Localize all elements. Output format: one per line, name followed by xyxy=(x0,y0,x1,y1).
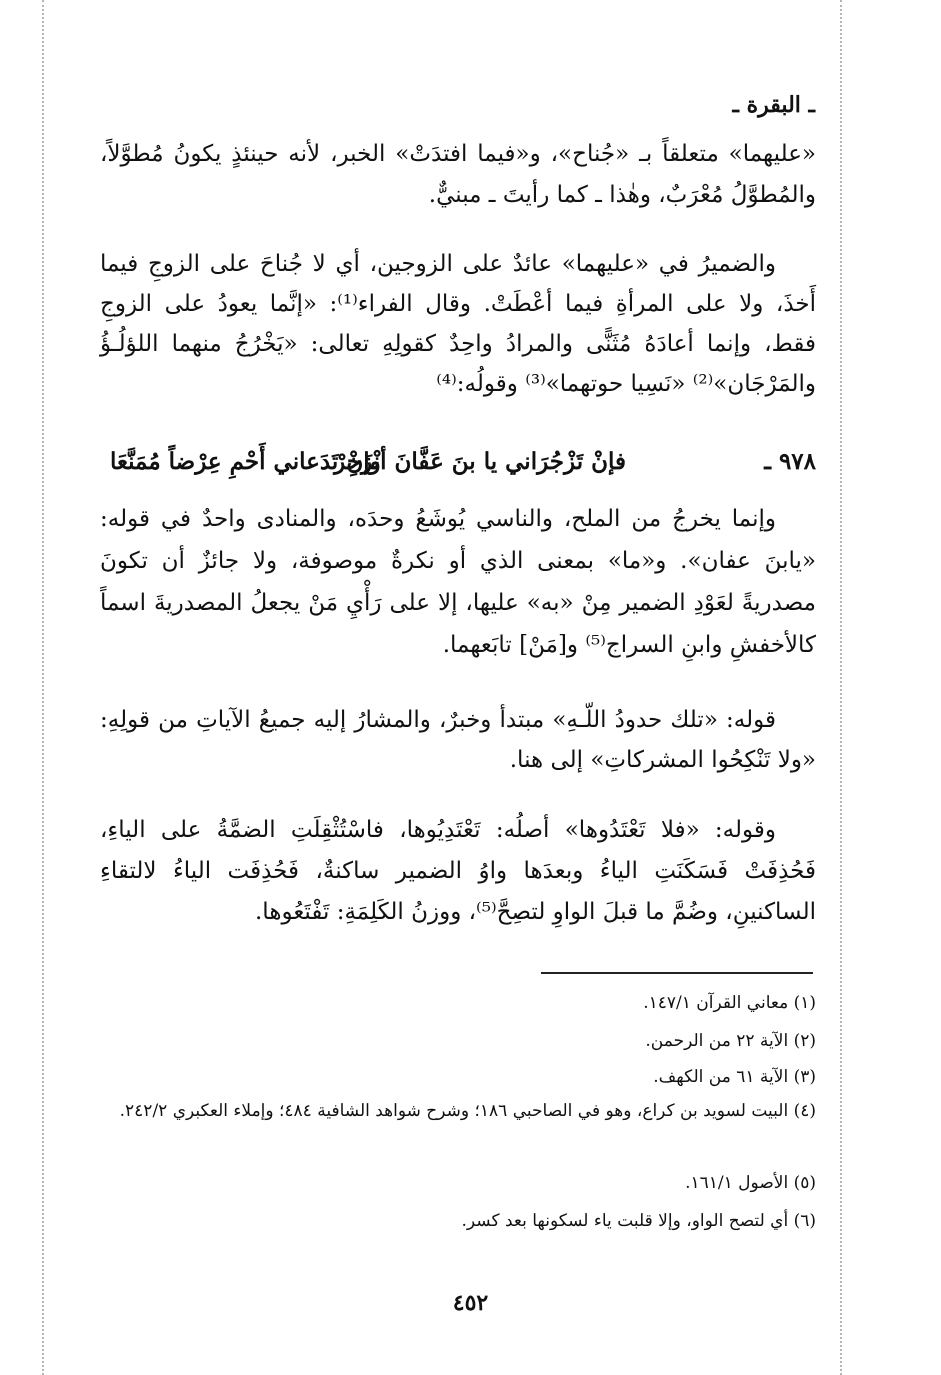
margin-dotted-line-left xyxy=(42,0,44,1375)
verse-first-hemistich: فإنْ تَزْجُرَاني يا بنَ عَفَّانَ أنْزَجِرْ xyxy=(334,448,626,475)
footnote-1: (١) معاني القرآن ١٤٧/١. xyxy=(643,993,816,1013)
footnote-5: (٥) الأصول ١٦١/١. xyxy=(685,1173,816,1193)
poetry-verse xyxy=(100,448,816,488)
paragraph-5: وقوله: «فلا تَعْتَدُوها» أصلُه: تَعْتَدِيُوها، فاسْتُثْقِلَتِ الضمَّةُ على الياءِ، فَحُذِفَتْ فَسَكَنَتِ الياءُ وبعدَها واوُ الضمير ساكنةٌ، فَحُذِفَت الياءُ لالتقاءِ الساكنينِ، وضُمَّ ما قبلَ الواوِ لتصِحَّ⁽⁵⁾، ووزنُ الكَلِمَةِ: تَفْتَعُوها. xyxy=(100,817,816,925)
paragraph-1: «عليهما» متعلقاً بـ «جُناح»، و«فيما افتدَتْ» الخبر، لأنه حينئذٍ يكونُ مُطوَّلاً، والمُطوَّلُ مُعْرَبٌ، وهٰذا ـ كما رأيتَ ـ مبنيٌّ. xyxy=(100,141,816,208)
footnote-2: (٢) الآية ٢٢ من الرحمن. xyxy=(645,1031,816,1051)
margin-dotted-line-right xyxy=(840,0,842,1375)
running-header: ـ البقرة ـ xyxy=(732,92,815,118)
verse-number: ٩٧٨ ـ xyxy=(764,448,816,475)
paragraph-2: والضميرُ في «عليهما» عائدٌ على الزوجين، أي لا جُناحَ على الزوجِ فيما أَخذَ، ولا على المرأةِ فيما أعْطَتْ. وقال الفراء⁽¹⁾: «إنَّما يعودُ على الزوجِ فقط، وإنما أعادَهُ مُثَنًّى والمرادُ واحِدٌ كقولِهِ تعالى: «يَخْرُجُ منهما اللؤلُـؤُ والمَرْجَان»⁽²⁾ «نَسِيا حوتهما»⁽³⁾ وقولُه:⁽⁴⁾ xyxy=(100,251,817,397)
paragraph-3: وإنما يخرجُ من الملح، والناسي يُوشَعُ وحدَه، والمنادى واحدٌ في قوله: «يابنَ عفان». و«ما» بمعنى الذي أو نكرةٌ موصوفة، ولا جائزٌ أن تكونَ مصدريةً لعَوْدِ الضمير مِنْ «به» عليها، إلا على رَأْيِ مَنْ يجعلُ المصدريةَ اسماً كالأخفشِ وابنِ السراج⁽⁵⁾ و[مَنْ] تابَعهما. xyxy=(100,506,816,658)
footnote-4: (٤) البيت لسويد بن كراع، وهو في الصاحبي ١٨٦؛ وشرح شواهد الشافية ٤٨٤؛ وإملاء العكبري ٢٤٢/٢. xyxy=(119,1101,816,1121)
paragraph-4: قوله: «تلك حدودُ اللّـهِ» مبتدأ وخبرٌ، والمشارُ إليه جميعُ الآياتِ من قولِهِ: «ولا تَنْكِحُوا المشركاتِ» إلى هنا. xyxy=(100,707,816,773)
verse-second-hemistich: وإنْ تَدَعاني أَحْمِ عِرْضاً مُمَنَّعَا xyxy=(110,448,381,475)
footnote-separator xyxy=(541,972,813,974)
footnote-3: (٣) الآية ٦١ من الكهف. xyxy=(653,1067,816,1087)
page-number: ٤٥٢ xyxy=(452,1290,489,1316)
footnote-6: (٦) أي لتصح الواو، وإلا قلبت ياء لسكونها بعد كسر. xyxy=(461,1211,816,1231)
